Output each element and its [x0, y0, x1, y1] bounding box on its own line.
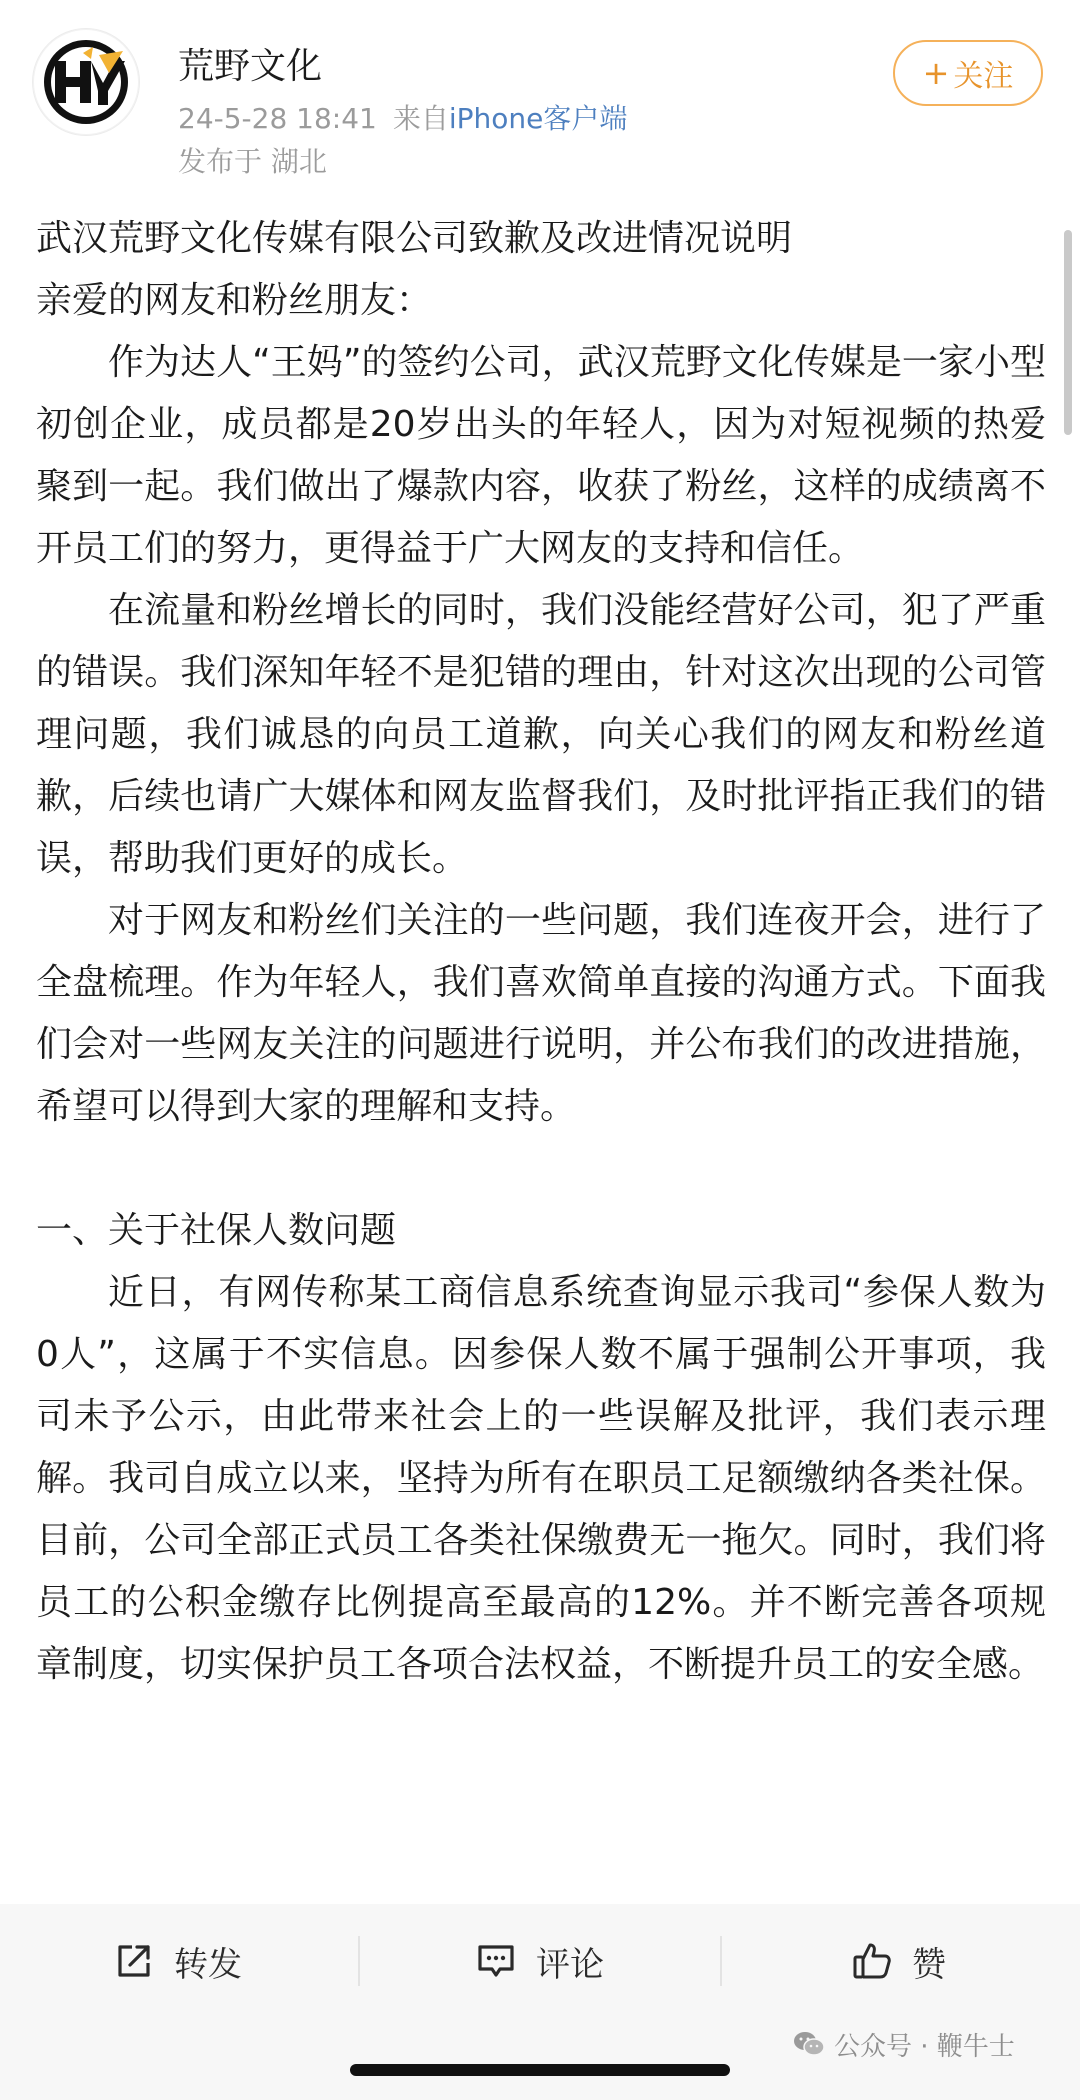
post-source-prefix: 来自: [392, 102, 449, 135]
article-paragraph: 近日，有网传称某工商信息系统查询显示我司“参保人数为0人”，这属于不实信息。因参保人数不属于强制公开事项，我司未予公示，由此带来社会上的一些误解及批评，我们表示理解。我司自成立以来，坚持为所有在职员工足额缴纳各类社保。目前，公司全部正式员工各类社保缴费无一拖欠。同时，我们将员工的公积金缴存比例提高至最高的12%。并不断完善各项规章制度，切实保护员工各项合法权益，不断提升员工的安全感。: [36, 1272, 1046, 1685]
article-paragraph: 作为达人“王妈”的签约公司，武汉荒野文化传媒是一家小型初创企业，成员都是20岁出头的年轻人，因为对短视频的热爱聚到一起。我们做出了爆款内容，收获了粉丝，这样的成绩离不开员工们的努力，更得益于广大网友的支持和信任。: [36, 342, 1046, 569]
comment-button[interactable]: [474, 1904, 604, 2018]
repost-button[interactable]: [112, 1904, 242, 2018]
post-meta: [178, 97, 627, 137]
like-label: 赞: [912, 1944, 946, 1985]
post-timestamp: 24-5-28 18:41: [178, 102, 377, 135]
scrollbar-thumb[interactable]: [1064, 230, 1072, 435]
article-title: 武汉荒野文化传媒有限公司致歉及改进情况说明: [36, 218, 793, 259]
wechat-watermark: [792, 2022, 1015, 2066]
comment-label: 评论: [536, 1944, 604, 1985]
article-greeting: 亲爱的网友和粉丝朋友：: [36, 280, 433, 321]
article-paragraph: 在流量和粉丝增长的同时，我们没能经营好公司，犯了严重的错误。我们深知年轻不是犯错的理由，针对这次出现的公司管理问题，我们诚恳的向员工道歉，向关心我们的网友和粉丝道歉，后续也请广大媒体和网友监督我们，及时批评指正我们的错误，帮助我们更好的成长。: [36, 590, 1046, 879]
action-bar: [0, 1904, 1080, 2018]
action-divider: [720, 1936, 722, 1986]
plus-icon: +: [922, 54, 950, 92]
action-divider: [358, 1936, 360, 1986]
comment-icon: [474, 1939, 518, 1983]
like-button[interactable]: [850, 1904, 946, 2018]
post-body: [36, 208, 1046, 1696]
author-logo-icon: [33, 29, 139, 135]
author-name[interactable]: 荒野文化: [178, 46, 323, 87]
post-location: 发布于 湖北: [178, 145, 327, 178]
wechat-icon: [792, 2029, 826, 2059]
author-avatar[interactable]: [32, 28, 140, 136]
section-heading: 一、关于社保人数问题: [36, 1210, 397, 1251]
watermark-text: 公众号 · 鞭牛士: [834, 2031, 1015, 2062]
home-indicator[interactable]: [350, 2064, 730, 2076]
article-paragraph: 对于网友和粉丝们关注的一些问题，我们连夜开会，进行了全盘梳理。作为年轻人，我们喜欢简单直接的沟通方式。下面我们会对一些网友关注的问题进行说明，并公布我们的改进措施，希望可以得到大家的理解和支持。: [36, 900, 1046, 1127]
repost-label: 转发: [174, 1944, 242, 1985]
follow-button[interactable]: [893, 40, 1043, 106]
post-header: [0, 0, 1080, 190]
post-source-link[interactable]: iPhone客户端: [448, 102, 628, 135]
thumbs-up-icon: [850, 1939, 894, 1983]
follow-label: 关注: [953, 59, 1014, 94]
share-icon: [112, 1939, 156, 1983]
paragraph-spacer: [36, 1138, 1046, 1200]
